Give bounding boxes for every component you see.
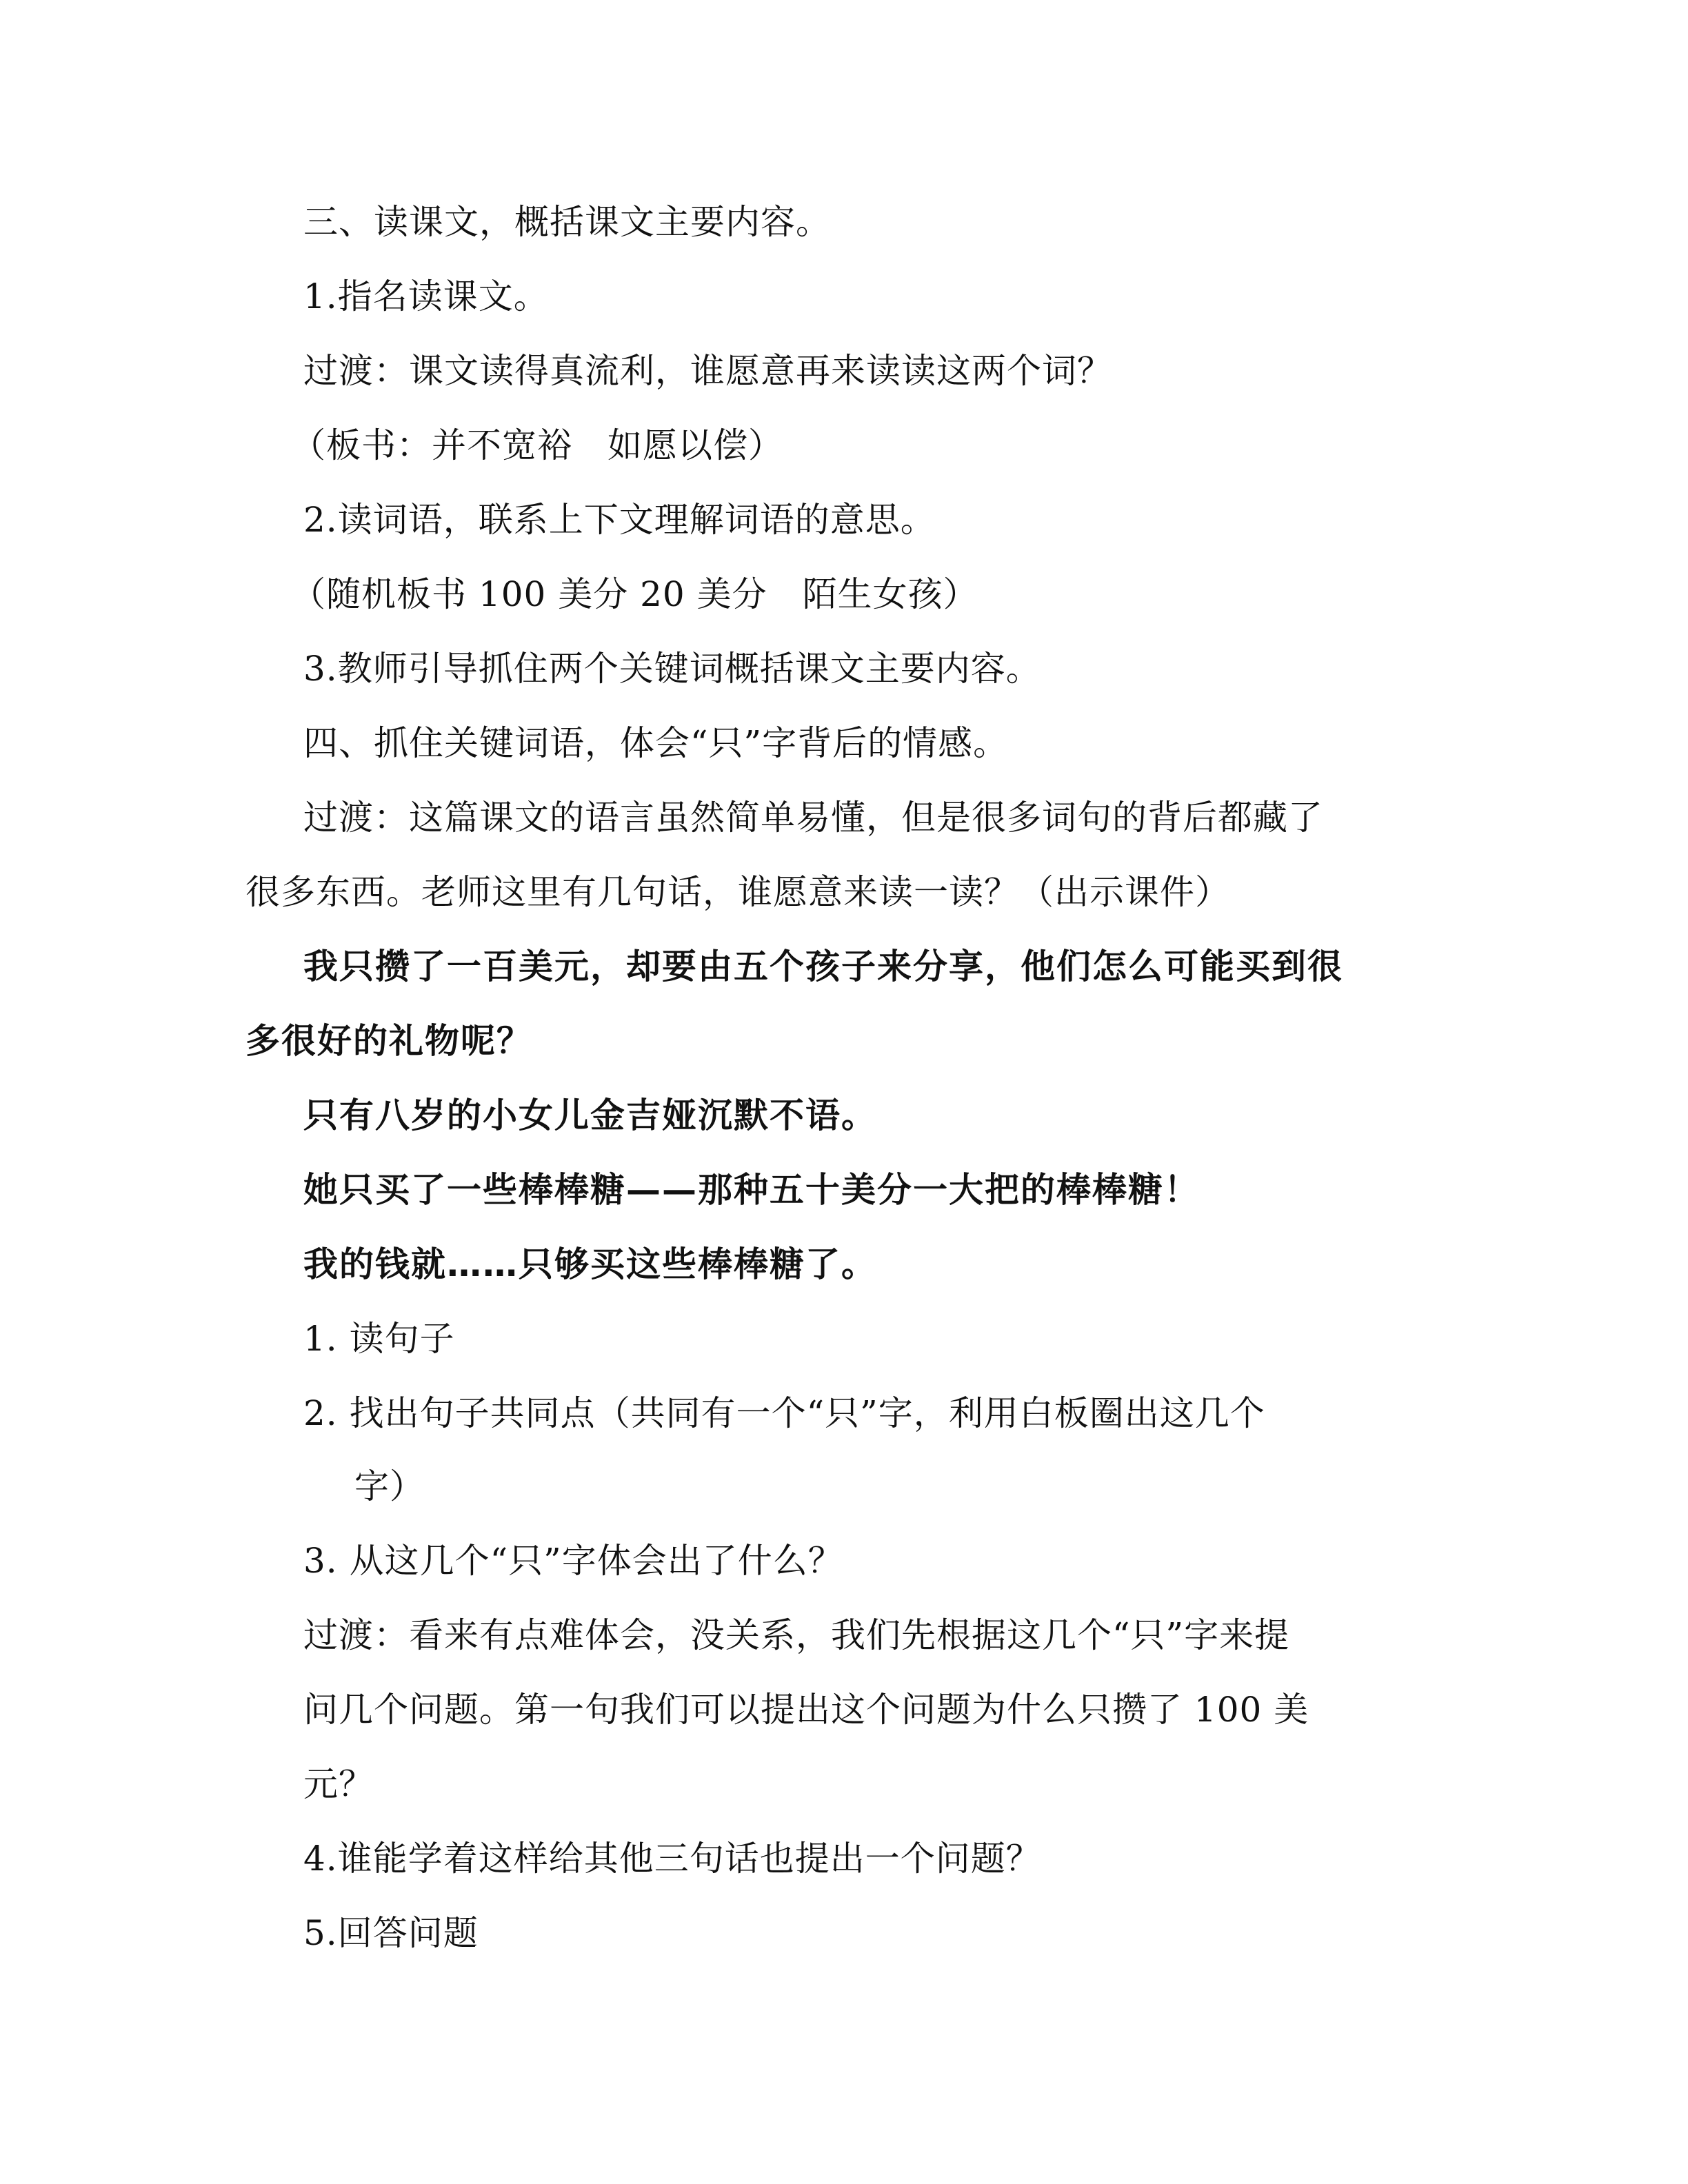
quoted-sentence-continued: 多很好的礼物呢？: [245, 1021, 532, 1061]
step-2: 2.读词语，联系上下文理解词语的意思。: [303, 500, 936, 540]
list-item: 1. 读句子: [303, 1319, 455, 1359]
board-note: （随机板书 100 美分 20 美分 陌生女孩）: [291, 574, 978, 614]
quoted-sentence: 她只买了一些棒棒糖——那种五十美分一大把的棒棒糖！: [303, 1170, 1200, 1210]
board-note: （板书：并不宽裕 如愿以偿）: [291, 425, 783, 465]
quoted-sentence: 只有八岁的小女儿金吉娅沉默不语。: [303, 1095, 877, 1135]
step-5: 5.回答问题: [303, 1913, 479, 1953]
section-heading-4: 四、抓住关键词语，体会“只”字背后的情感。: [303, 723, 1009, 763]
quoted-sentence: 我的钱就……只够买这些棒棒糖了。: [303, 1244, 877, 1284]
section-heading-3: 三、读课文，概括课文主要内容。: [303, 202, 831, 242]
transition-paragraph: 过渡：这篇课文的语言虽然简单易懂，但是很多词句的背后都藏了: [303, 798, 1323, 838]
quoted-sentence: 我只攒了一百美元，却要由五个孩子来分享，他们怎么可能买到很: [303, 947, 1343, 987]
transition-paragraph-continued: 很多东西。老师这里有几句话，谁愿意来读一读？（出示课件）: [245, 872, 1230, 912]
transition-paragraph: 过渡：看来有点难体会，没关系，我们先根据这几个“只”字来提: [303, 1615, 1290, 1655]
step-1: 1.指名读课文。: [303, 276, 549, 316]
transition-paragraph-continued: 问几个问题。第一句我们可以提出这个问题为什么只攒了 100 美: [303, 1690, 1309, 1730]
step-4: 4.谁能学着这样给其他三句话也提出一个问题？: [303, 1839, 1041, 1879]
transition-paragraph-continued: 元？: [303, 1764, 374, 1804]
list-item: 3. 从这几个“只”字体会出了什么？: [303, 1541, 843, 1581]
list-item-continued: 字）: [354, 1466, 425, 1506]
transition-paragraph: 过渡：课文读得真流利，谁愿意再来读读这两个词？: [303, 351, 1112, 391]
step-3: 3.教师引导抓住两个关键词概括课文主要内容。: [303, 649, 1041, 689]
list-item: 2. 找出句子共同点（共同有一个“只”字，利用白板圈出这几个: [303, 1393, 1265, 1433]
